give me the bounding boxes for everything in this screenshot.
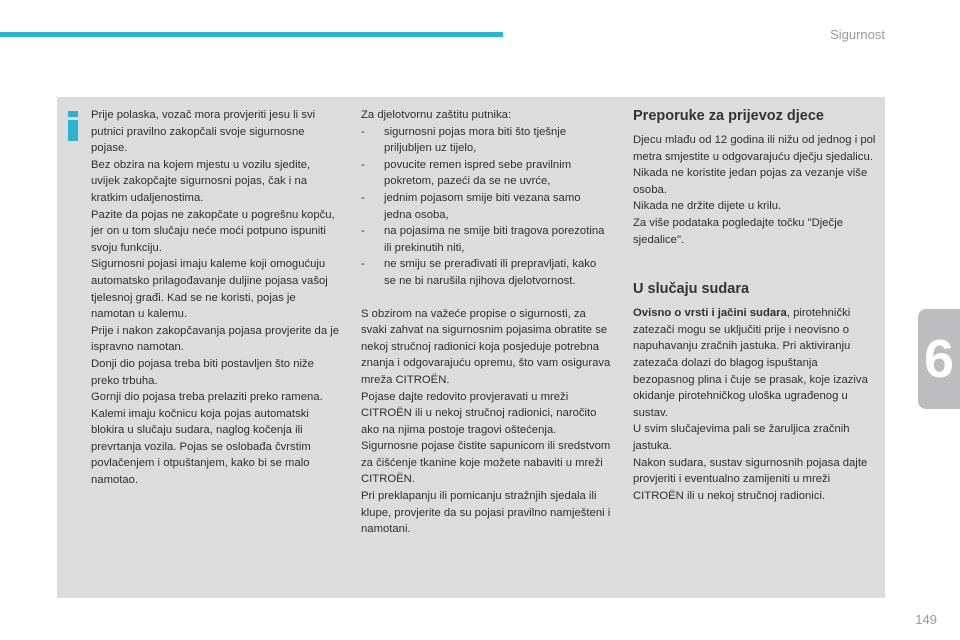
paragraph: Kalemi imaju kočnicu koja pojas automatski blokira u slučaju sudara, naglog kočenja ili prevrtanja vozila. Pojas se oslobađa čvrstim povlačenjem i otpuštanjem, kako bi se malo namotao. — [91, 407, 311, 487]
paragraph: Za više podataka pogledajte točku "Dječje sjedalice". — [633, 216, 843, 246]
paragraph: Nikada ne koristite jedan pojas za vezanje više osoba. — [633, 167, 868, 196]
chapter-tab — [918, 309, 960, 409]
heading-in-case-of-crash: U slučaju sudara — [633, 281, 750, 298]
paragraph: Bez obzira na kojem mjestu u vozilu sjedite, uvijek zakopčajte sigurnosni pojas, čak i na kratkim udaljenostima. — [91, 158, 311, 204]
chapter-number: 6 — [923, 329, 955, 389]
list-item: - povucite remen ispred sebe pravilnim pokretom, pazeći da se ne uvrće, — [361, 157, 611, 190]
list-intro: Za djelotvornu zaštitu putnika: — [361, 109, 512, 121]
paragraph: Pri preklapanju ili pomicanju stražnjih sjedala ili klupe, provjerite da su pojasi pravilno namješteni i namotani. — [361, 490, 611, 536]
list-item: - ne smiju se prerađivati ili prepravljati, kako se ne bi narušila njihova djelotvornost. — [361, 256, 611, 289]
paragraph: Nakon sudara, sustav sigurnosnih pojasa dajte provjeriti i eventualno zamijeniti u mreži CITROËN ili u nekoj stručnoj radionici. — [633, 456, 868, 502]
column-children-and-crash — [633, 107, 879, 504]
header-accent-bar — [0, 32, 503, 37]
list-item: - sigurnosni pojas mora biti što tješnje priljubljen uz tijelo, — [361, 124, 611, 157]
paragraph: U svim slučajevima pali se žaruljica zračnih jastuka. — [633, 423, 850, 452]
paragraph: Nikada ne držite dijete u krilu. — [633, 200, 782, 213]
page-number: 149 — [915, 612, 937, 627]
paragraph: Djecu mlađu od 12 godina ili nižu od jednog i pol metra smjestite u odgovarajuću dječju sjedalicu. — [633, 134, 876, 163]
info-icon — [67, 111, 81, 141]
paragraph: Sigurnosni pojasi imaju kaleme koji omogućuju automatsko prilagođavanje duljine pojasa vašoj tjelesnoj građi. Kad se ne koristi, pojas je namotan u kalemu. — [91, 258, 328, 321]
paragraph: Prije polaska, vozač mora provjeriti jesu li svi putnici pravilno zakopčali svoje sigurnosne pojase. — [91, 109, 316, 155]
protection-list — [361, 124, 611, 290]
list-item: - jednim pojasom smije biti vezana samo jedna osoba, — [361, 190, 611, 223]
section-title: Sigurnost — [830, 27, 885, 42]
column-seatbelt-basics — [91, 107, 341, 489]
paragraph: S obzirom na važeće propise o sigurnosti, za svaki zahvat na sigurnosnim pojasima obratite se nekoj stručnoj radionici koja posjeduje potrebna znanja i odgovarajuću opremu, što vam osigurava mreža CITROËN. — [361, 307, 611, 386]
column-effective-protection — [361, 107, 611, 538]
lead-bold: Ovisno o vrsti i jačini sudara — [633, 307, 787, 320]
content-panel — [57, 97, 885, 598]
paragraph: Pojase dajte redovito provjeravati u mreži CITROËN ili u nekoj stručnoj radionici, naročito ako na njima postoje tragovi oštećenja. — [361, 390, 597, 436]
paragraph: Pazite da pojas ne zakopčate u pogrešnu kopču, jer on u tom slučaju neće moći potpuno ispuniti svoju funkciju. — [91, 208, 335, 254]
paragraph: Prije i nakon zakopčavanja pojasa provjerite da je ispravno namotan. — [91, 324, 340, 354]
paragraph: Donji dio pojasa treba biti postavljen što niže preko trbuha. — [91, 357, 314, 387]
paragraph: Sigurnosne pojase čistite sapunicom ili sredstvom za čišćenje tkanine koje možete nabaviti u mreži CITROËN. — [361, 440, 611, 486]
heading-child-transport: Preporuke za prijevoz djece — [633, 108, 824, 124]
list-item: - na pojasima ne smije biti tragova porezotina ili prekinutih niti, — [361, 223, 611, 256]
lead-rest: , pirotehnički zatezači mogu se uključiti prije i neovisno o napuhavanju zračnih jastuka. Pri aktiviranju zatezača dolazi do blagog ispuštanja bezopasnog plina i čuje se prasak, koje izaziva okidanje pirotehničkog uloška ugrađenog u sustav. — [633, 307, 868, 419]
paragraph: Gornji dio pojasa treba prelaziti preko ramena. — [91, 391, 323, 404]
paragraph — [633, 305, 879, 421]
